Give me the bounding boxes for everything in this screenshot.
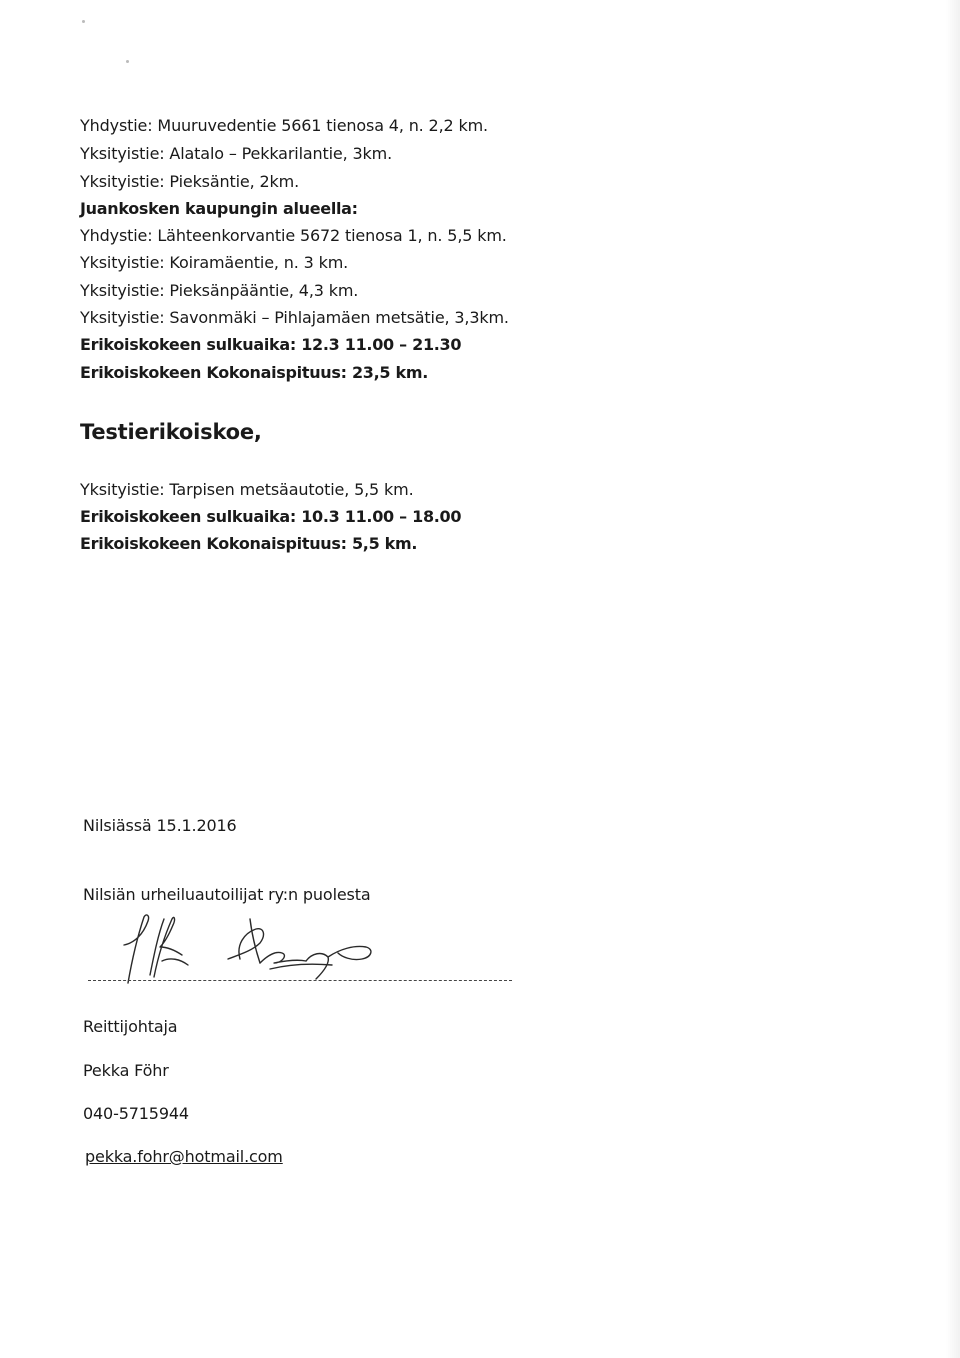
test-section-heading: Testierikoiskoe, bbox=[80, 420, 262, 444]
total-length: Erikoiskokeen Kokonaispituus: 23,5 km. bbox=[80, 363, 428, 382]
route-line: Yksityistie: Savonmäki – Pihlajamäen metsätie, 3,3km. bbox=[80, 308, 509, 327]
contact-email-row bbox=[85, 1147, 283, 1167]
scan-speck bbox=[126, 60, 129, 63]
contact-role: Reittijohtaja bbox=[83, 1017, 178, 1036]
contact-phone: 040-5715944 bbox=[83, 1104, 189, 1123]
handwritten-signature bbox=[110, 905, 390, 995]
section-subheading: Juankosken kaupungin alueella: bbox=[80, 199, 358, 218]
route-line: Yksityistie: Koiramäentie, n. 3 km. bbox=[80, 253, 349, 272]
contact-name: Pekka Föhr bbox=[83, 1061, 169, 1080]
contact-email-link[interactable]: pekka.fohr@hotmail.com bbox=[85, 1147, 283, 1166]
scan-speck bbox=[82, 20, 85, 23]
page-edge-shadow bbox=[946, 0, 960, 1358]
test-total-length: Erikoiskokeen Kokonaispituus: 5,5 km. bbox=[80, 534, 418, 553]
test-route-line: Yksityistie: Tarpisen metsäautotie, 5,5 km. bbox=[80, 480, 414, 499]
route-line: Yhdystie: Muuruvedentie 5661 tienosa 4, n. 2,2 km. bbox=[80, 116, 488, 135]
route-line: Yksityistie: Pieksänpääntie, 4,3 km. bbox=[80, 281, 359, 300]
route-line: Yksityistie: Alatalo – Pekkarilantie, 3km. bbox=[80, 144, 393, 163]
place-date: Nilsiässä 15.1.2016 bbox=[83, 816, 237, 835]
on-behalf-line: Nilsiän urheiluautoilijat ry:n puolesta bbox=[83, 885, 371, 904]
closing-time: Erikoiskokeen sulkuaika: 12.3 11.00 – 21.30 bbox=[80, 335, 462, 354]
signature-line bbox=[88, 980, 512, 981]
test-closing-time: Erikoiskokeen sulkuaika: 10.3 11.00 – 18.00 bbox=[80, 507, 462, 526]
route-line: Yhdystie: Lähteenkorvantie 5672 tienosa 1, n. 5,5 km. bbox=[80, 226, 507, 245]
route-line: Yksityistie: Pieksäntie, 2km. bbox=[80, 172, 300, 191]
